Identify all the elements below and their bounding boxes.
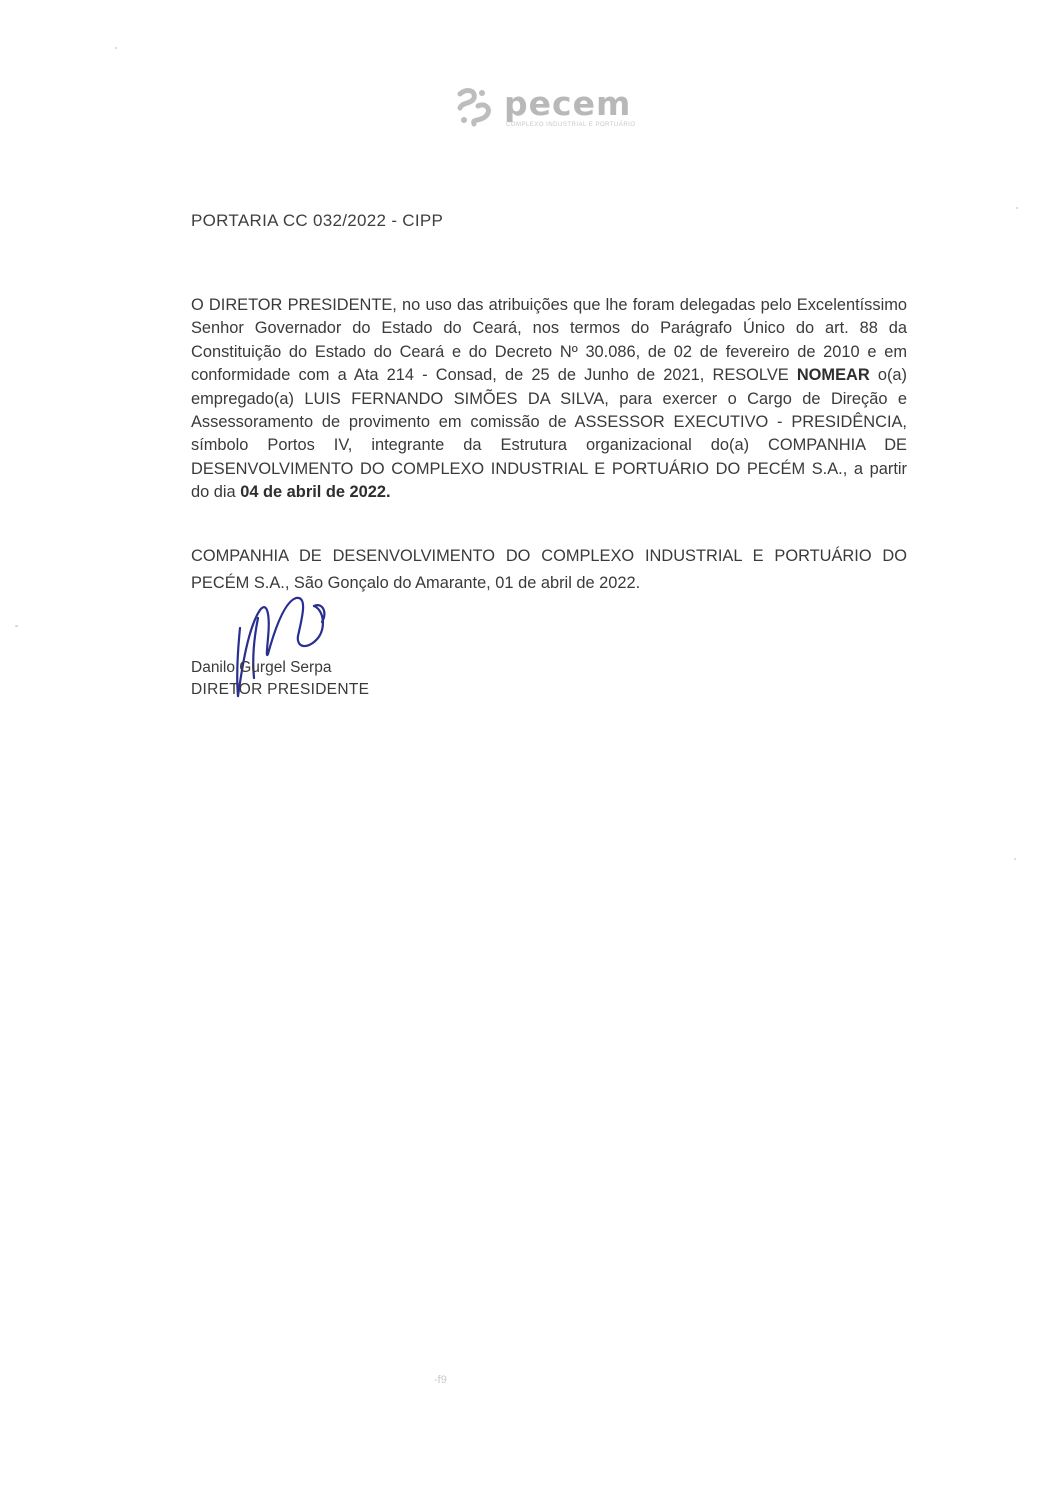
document-title: PORTARIA CC 032/2022 - CIPP bbox=[191, 211, 444, 230]
logo-tagline: COMPLEXO INDUSTRIAL E PORTUÁRIO bbox=[506, 122, 636, 128]
scan-speck bbox=[15, 625, 18, 627]
pecem-logo-icon bbox=[452, 84, 498, 130]
body-part-1: O DIRETOR PRESIDENTE, no uso das atribuições que lhe foram delegadas pelo Excelentíssimo Senhor Governador do Estado do Ceará, nos termos do Parágrafo Único do art. 88 da Constituição do Estado do Ceará e do Decreto Nº 30.086, de 02 de fevereiro de 2010 e em conformidade com a Ata 214 - Consad, de 25 de Junho de 2021, RESOLVE bbox=[191, 296, 907, 385]
closing-paragraph: COMPANHIA DE DESENVOLVIMENTO DO COMPLEXO INDUSTRIAL E PORTUÁRIO DO PECÉM S.A., São Gonçalo do Amarante, 01 de abril de 2022. bbox=[191, 547, 907, 592]
signer-role: DIRETOR PRESIDENTE bbox=[191, 681, 370, 698]
body-part-2: o(a) empregado(a) LUIS FERNANDO SIMÕES DA SILVA, para exercer o Cargo de Direção e Assessoramento de provimento em comissão de ASSESSOR EXECUTIVO - PRESIDÊNCIA, símbolo Portos IV, integrante da Estrutura organizacional do(a) COMPANHIA DE DESENVOLVIMENTO DO COMPLEXO INDUSTRIAL E PORTUÁRIO DO PECÉM S.A., a partir do dia bbox=[191, 366, 907, 502]
signer-name: Danilo Gurgel Serpa bbox=[191, 659, 332, 676]
company-logo bbox=[452, 84, 652, 134]
scan-speck bbox=[1016, 207, 1018, 209]
footer-mark: -f9 bbox=[434, 1374, 447, 1386]
logo-wordmark: pecem bbox=[504, 84, 632, 123]
scan-speck bbox=[1014, 858, 1016, 860]
document-body bbox=[191, 294, 907, 505]
body-emphasis-date: 04 de abril de 2022. bbox=[240, 483, 391, 502]
scan-speck bbox=[115, 47, 117, 49]
body-emphasis-nomear: NOMEAR bbox=[796, 366, 870, 385]
